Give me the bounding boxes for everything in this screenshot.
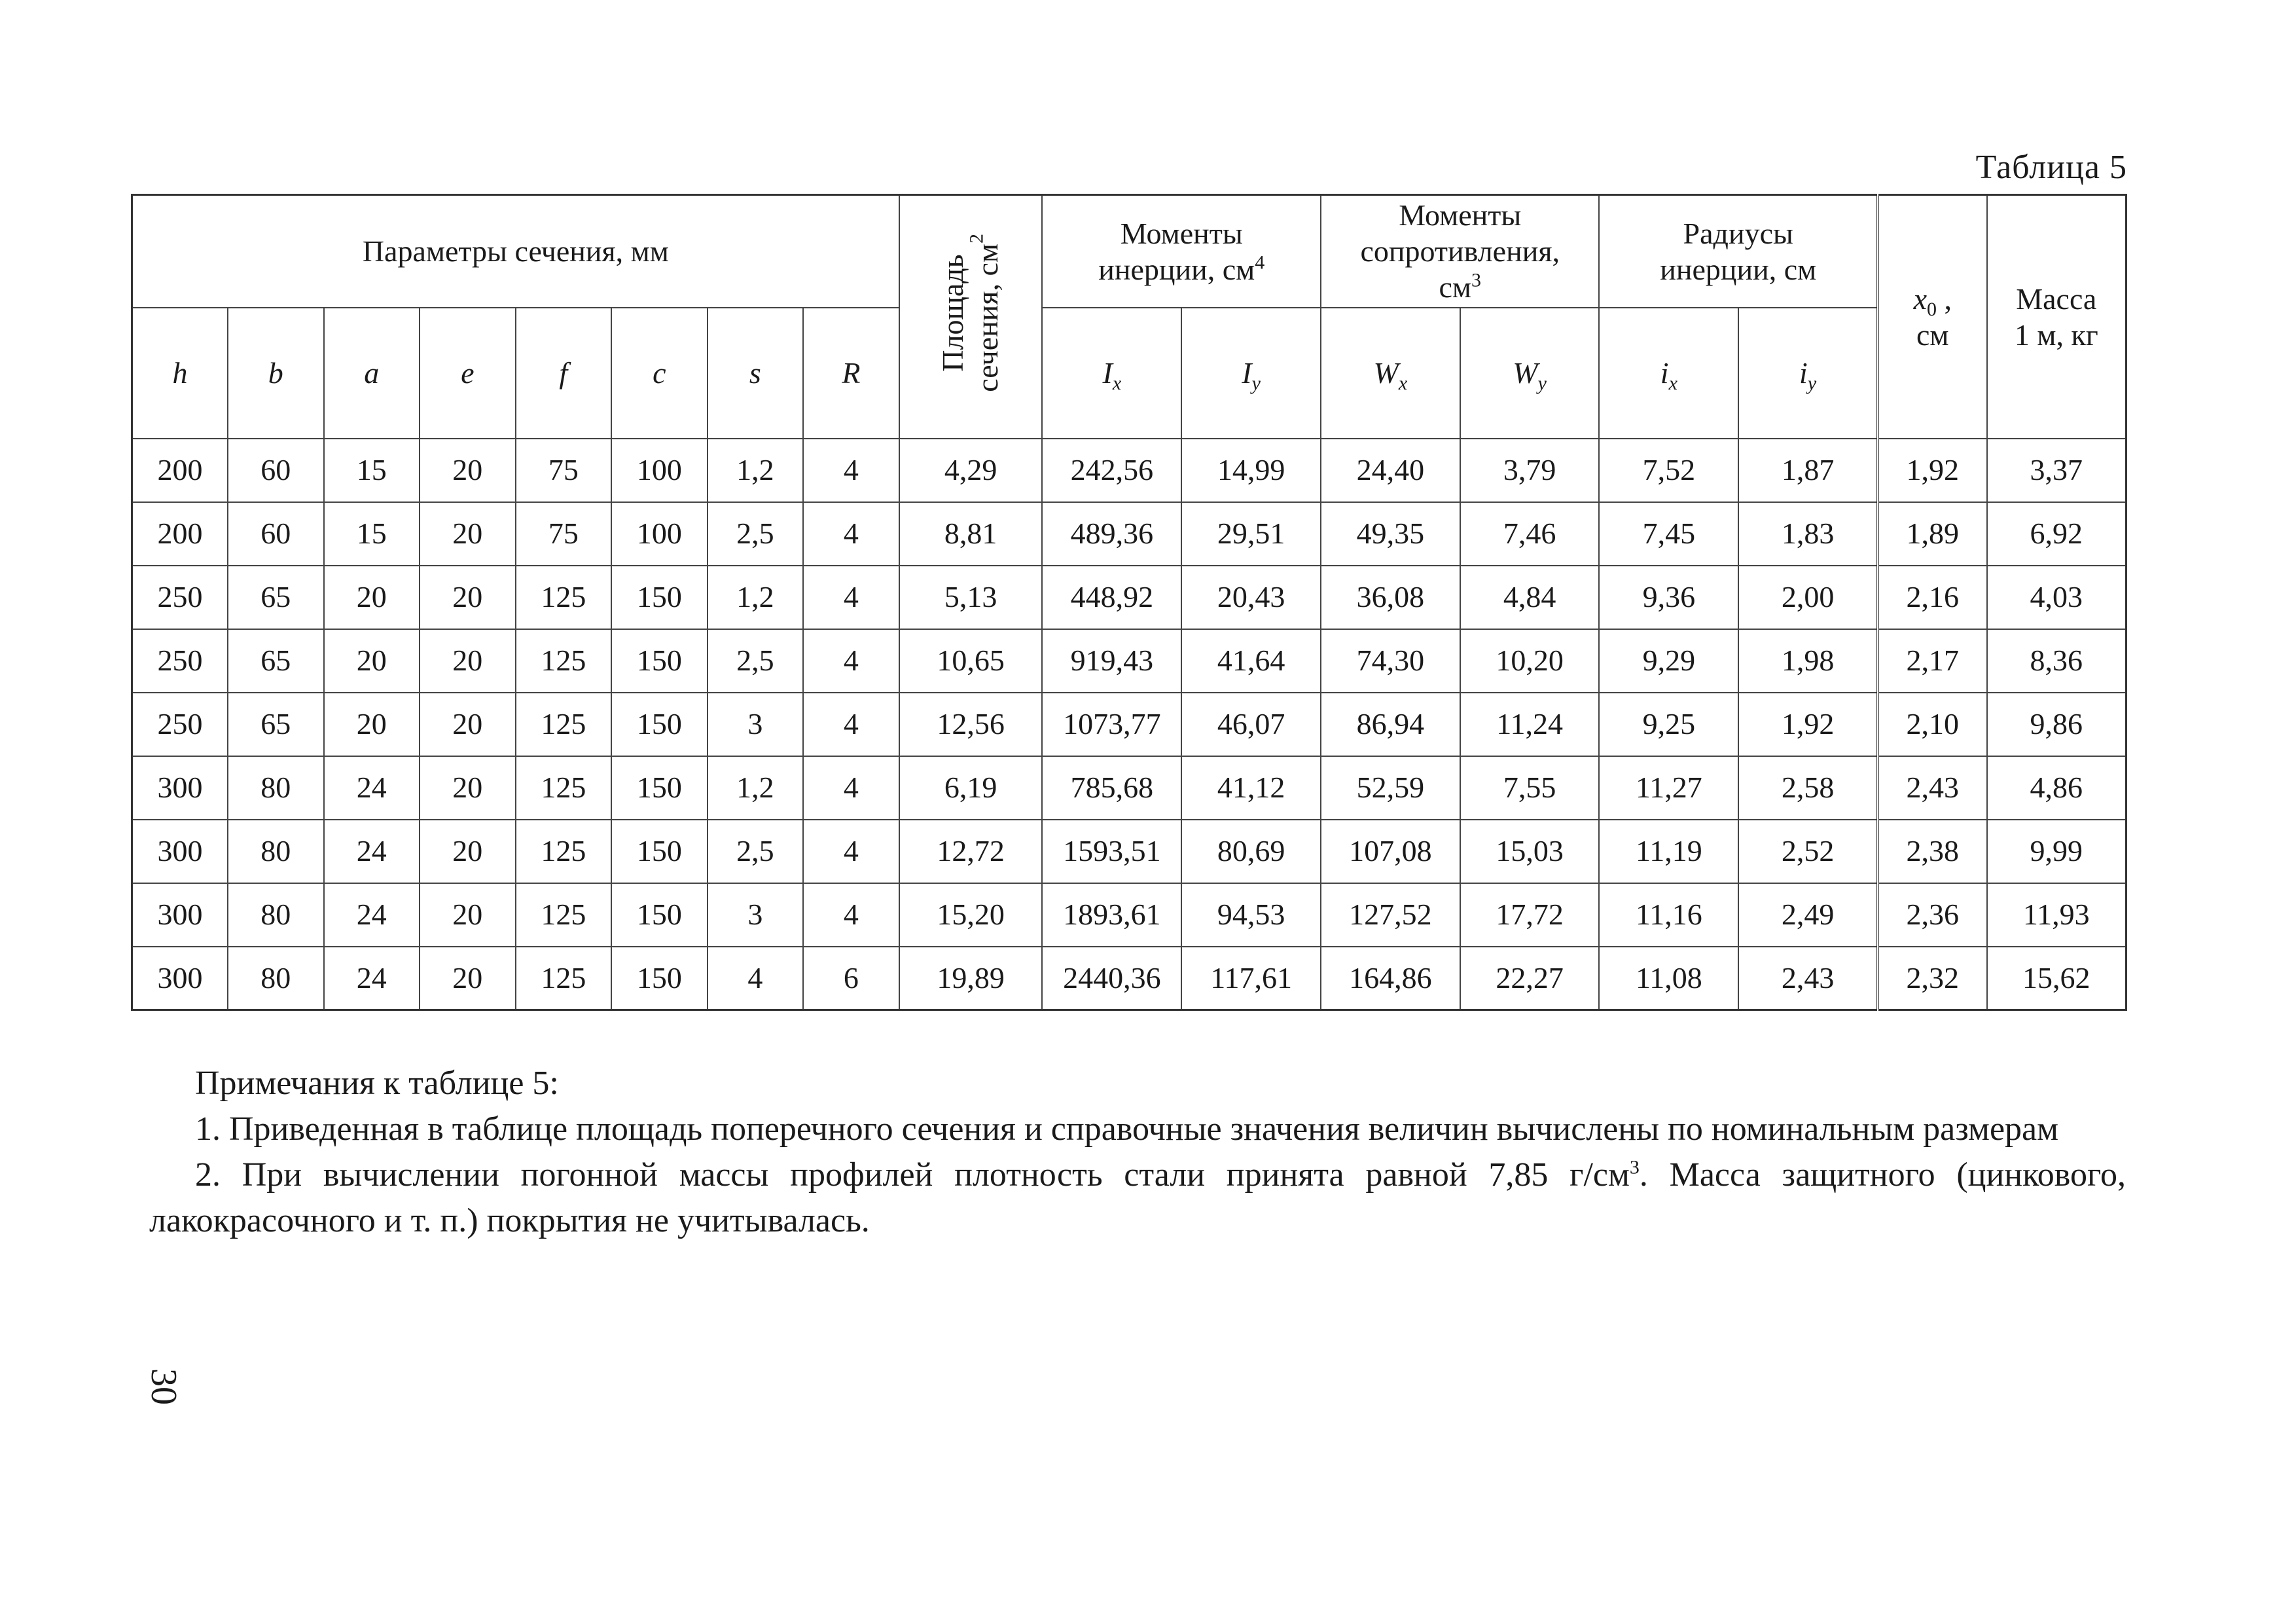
table-cell: 11,08 [1599,947,1738,1010]
table-cell: 22,27 [1460,947,1600,1010]
table-cell: 125 [516,756,612,820]
table-cell: 125 [516,883,612,947]
r-header: R [803,308,899,439]
table-cell: 1,83 [1738,502,1878,566]
table-cell: 448,92 [1042,566,1181,629]
table-cell: 4 [803,439,899,502]
table-cell: 300 [132,947,228,1010]
wy-header: $W_y$ [1460,308,1600,439]
table-cell: 8,36 [1987,629,2126,693]
table-cell: 1073,77 [1042,693,1181,756]
table-cell: 150 [611,820,708,883]
table-cell: 94,53 [1181,883,1321,947]
table-cell: 4,03 [1987,566,2126,629]
table-cell: 2440,36 [1042,947,1181,1010]
table-cell: 10,20 [1460,629,1600,693]
table-cell: 7,45 [1599,502,1738,566]
table-cell: 36,08 [1321,566,1460,629]
table-cell: 4 [803,693,899,756]
table-cell: 919,43 [1042,629,1181,693]
table-cell: 5,13 [899,566,1043,629]
table-cell: 2,5 [708,820,804,883]
table-cell: 20 [420,756,516,820]
table-cell: 75 [516,502,612,566]
area-header: Площадь сечения, $см^2$ [899,195,1043,439]
resistance-moments-header: Моменты сопротивления, $см^3$ [1321,195,1600,308]
table-cell: 20 [420,693,516,756]
table-cell: 7,46 [1460,502,1600,566]
table-cell: 1,2 [708,756,804,820]
table-row [132,947,2126,1010]
table-cell: 8,81 [899,502,1043,566]
table-row [132,883,2126,947]
table-cell: 9,99 [1987,820,2126,883]
table-cell: 65 [228,693,324,756]
table-cell: 15 [324,502,420,566]
h-header: h [132,308,228,439]
table-cell: 15 [324,439,420,502]
table-cell: 250 [132,629,228,693]
table-row [132,566,2126,629]
table-cell: 17,72 [1460,883,1600,947]
table-cell: 2,36 [1878,883,1987,947]
table-cell: 20 [420,947,516,1010]
table-cell: 80,69 [1181,820,1321,883]
e-header: e [420,308,516,439]
table-cell: 164,86 [1321,947,1460,1010]
table-cell: 20 [324,629,420,693]
table-cell: 15,03 [1460,820,1600,883]
table-cell: 125 [516,820,612,883]
table-cell: 46,07 [1181,693,1321,756]
table-cell: 24 [324,756,420,820]
table-cell: 4 [803,820,899,883]
table-row [132,629,2126,693]
table-cell: 12,56 [899,693,1043,756]
note-item-1: 1. Приведенная в таблице площадь поперечного сечения и справочные значения величин вычислены по номинальным размерам [195,1110,2059,1148]
table-cell: 9,29 [1599,629,1738,693]
table-cell: 4 [708,947,804,1010]
table-cell: 4,29 [899,439,1043,502]
table-cell: 15,62 [1987,947,2126,1010]
table-cell: 65 [228,629,324,693]
table-cell: 100 [611,502,708,566]
table-cell: 127,52 [1321,883,1460,947]
table-cell: 2,10 [1878,693,1987,756]
table-cell: 150 [611,756,708,820]
table-cell: 300 [132,756,228,820]
table-cell: 2,32 [1878,947,1987,1010]
ix-moment-header: $I_x$ [1042,308,1181,439]
table-cell: 1,89 [1878,502,1987,566]
table-cell: 100 [611,439,708,502]
radius-header: Радиусы инерции, см [1599,195,1878,308]
data-table [131,194,2127,1011]
table-cell: 3,37 [1987,439,2126,502]
table-cell: 6,19 [899,756,1043,820]
table-cell: 3 [708,883,804,947]
table-cell: 11,16 [1599,883,1738,947]
table-cell: 785,68 [1042,756,1181,820]
table-cell: 2,17 [1878,629,1987,693]
s-header: s [708,308,804,439]
table-cell: 41,64 [1181,629,1321,693]
table-cell: 150 [611,629,708,693]
table-cell: 9,86 [1987,693,2126,756]
x0-header: $x_0$ , см [1878,195,1987,439]
table-cell: 24 [324,947,420,1010]
table-cell: 11,19 [1599,820,1738,883]
table-cell: 20 [420,566,516,629]
table-cell: 300 [132,883,228,947]
table-cell: 1893,61 [1042,883,1181,947]
note-item-2: 2. При вычислении погонной массы профилей плотность стали принята равной 7,85 $г/см^3$. Масса защитного (цинкового, лакокрасочного и т. п.) покрытия не учитывалась. [149,1156,2126,1239]
table-cell: 80 [228,947,324,1010]
table-cell: 2,43 [1738,947,1878,1010]
table-cell: 20 [420,502,516,566]
table-cell: 15,20 [899,883,1043,947]
table-cell: 4 [803,629,899,693]
table-cell: 12,72 [899,820,1043,883]
ix-radius-header: $i_x$ [1599,308,1738,439]
a-header: a [324,308,420,439]
table-cell: 1,98 [1738,629,1878,693]
params-group-header: Параметры сечения, мм [132,195,899,308]
table-cell: 52,59 [1321,756,1460,820]
table-row [132,439,2126,502]
table-cell: 2,00 [1738,566,1878,629]
table-cell: 4 [803,502,899,566]
table-cell: 1593,51 [1042,820,1181,883]
table-cell: 489,36 [1042,502,1181,566]
table-cell: 2,58 [1738,756,1878,820]
table-cell: 2,43 [1878,756,1987,820]
table-cell: 200 [132,502,228,566]
table-cell: 86,94 [1321,693,1460,756]
table-cell: 24,40 [1321,439,1460,502]
table-cell: 60 [228,502,324,566]
inertia-moments-header: Моменты инерции, $см^4$ [1042,195,1321,308]
table-cell: 29,51 [1181,502,1321,566]
iy-radius-header: $i_y$ [1738,308,1878,439]
table-cell: 49,35 [1321,502,1460,566]
c-header: c [611,308,708,439]
table-cell: 117,61 [1181,947,1321,1010]
table-cell: 2,5 [708,502,804,566]
notes-title: Примечания к таблице 5: [195,1065,559,1102]
table-cell: 242,56 [1042,439,1181,502]
table-cell: 24 [324,820,420,883]
table-cell: 19,89 [899,947,1043,1010]
table-cell: 11,27 [1599,756,1738,820]
table-cell: 11,93 [1987,883,2126,947]
table-cell: 80 [228,756,324,820]
table-cell: 10,65 [899,629,1043,693]
table-cell: 3,79 [1460,439,1600,502]
table-cell: 7,55 [1460,756,1600,820]
table-cell: 6,92 [1987,502,2126,566]
table-cell: 14,99 [1181,439,1321,502]
page-number: 30 [143,1368,184,1405]
table-cell: 11,24 [1460,693,1600,756]
table-cell: 80 [228,883,324,947]
table-cell: 60 [228,439,324,502]
table-cell: 107,08 [1321,820,1460,883]
table-cell: 3 [708,693,804,756]
table-cell: 2,49 [1738,883,1878,947]
table-cell: 2,52 [1738,820,1878,883]
table-cell: 4 [803,566,899,629]
table-row [132,502,2126,566]
table-cell: 250 [132,566,228,629]
notes [149,1061,2126,1244]
table-cell: 2,38 [1878,820,1987,883]
table-cell: 4,84 [1460,566,1600,629]
table-cell: 1,92 [1878,439,1987,502]
table-cell: 125 [516,693,612,756]
table-cell: 20 [420,820,516,883]
table-cell: 150 [611,947,708,1010]
b-header: b [228,308,324,439]
table-cell: 150 [611,883,708,947]
table-row [132,693,2126,756]
table-cell: 2,16 [1878,566,1987,629]
table-cell: 65 [228,566,324,629]
f-header: f [516,308,612,439]
table-cell: 41,12 [1181,756,1321,820]
table-cell: 1,87 [1738,439,1878,502]
table-cell: 24 [324,883,420,947]
table-row [132,756,2126,820]
table-cell: 20 [324,566,420,629]
table-cell: 20,43 [1181,566,1321,629]
table-cell: 74,30 [1321,629,1460,693]
table-cell: 4 [803,756,899,820]
table-cell: 75 [516,439,612,502]
table-row [132,820,2126,883]
wx-header: $W_x$ [1321,308,1460,439]
table-cell: 125 [516,566,612,629]
table-cell: 2,5 [708,629,804,693]
table-cell: 125 [516,629,612,693]
table-cell: 200 [132,439,228,502]
table-cell: 9,36 [1599,566,1738,629]
table-body [132,439,2126,1010]
table-cell: 4 [803,883,899,947]
table-cell: 1,2 [708,439,804,502]
table-cell: 300 [132,820,228,883]
table-cell: 125 [516,947,612,1010]
table-caption: Таблица 5 [1975,149,2127,186]
iy-moment-header: $I_y$ [1181,308,1321,439]
table-cell: 4,86 [1987,756,2126,820]
table-cell: 6 [803,947,899,1010]
table-cell: 1,2 [708,566,804,629]
table-cell: 250 [132,693,228,756]
table-cell: 20 [420,439,516,502]
table-cell: 80 [228,820,324,883]
table-cell: 20 [324,693,420,756]
table-cell: 20 [420,629,516,693]
table-cell: 20 [420,883,516,947]
table-cell: 7,52 [1599,439,1738,502]
table-cell: 1,92 [1738,693,1878,756]
mass-header: Масса 1 м, кг [1987,195,2126,439]
table-cell: 9,25 [1599,693,1738,756]
table-cell: 150 [611,566,708,629]
table-cell: 150 [611,693,708,756]
